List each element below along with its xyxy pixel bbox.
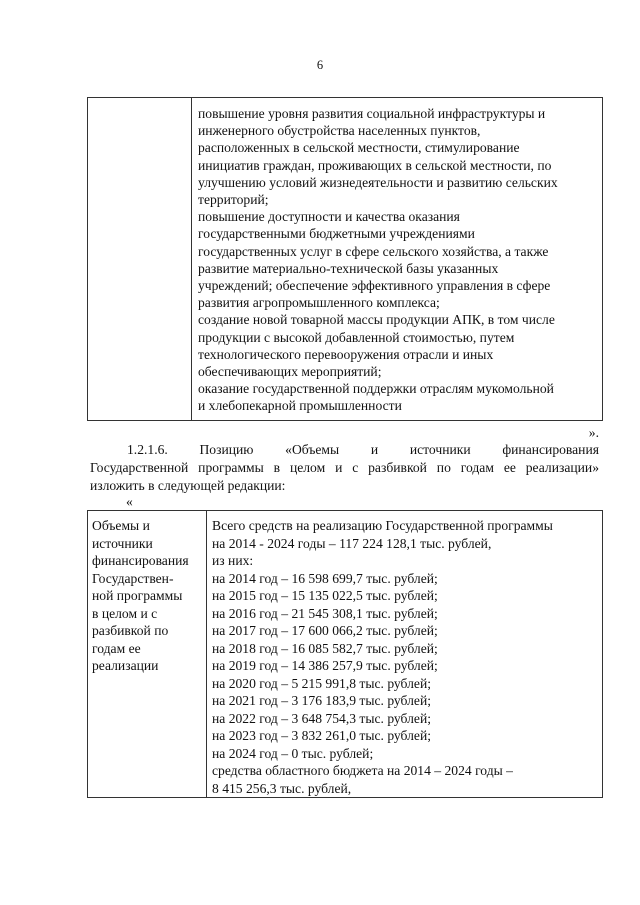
label-line: реализации [92, 658, 159, 673]
label-line: Объемы и [92, 518, 150, 533]
goals-line: улучшению условий жизнедеятельности и развитию сельских [198, 174, 558, 190]
opening-quote: « [126, 494, 133, 509]
goals-line: создание новой товарной массы продукции АПК, в том числе [198, 312, 555, 328]
funding-line: на 2017 год – 17 600 066,2 тыс. рублей; [212, 623, 438, 638]
goals-line: государственными бюджетными учреждениями [198, 226, 475, 242]
goals-line: развития агропромышленного комплекса; [198, 295, 440, 311]
funding-line: на 2024 год – 0 тыс. рублей; [212, 745, 374, 761]
amendment-paragraph [90, 441, 599, 494]
funding-line: из них: [212, 553, 254, 568]
goals-line: технологического перевооружения отрасли и иных [198, 346, 494, 362]
funding-line: на 2021 год – 3 176 183,9 тыс. рублей; [212, 693, 431, 708]
goals-line: инициатив граждан, проживающих в сельской местности, по [198, 157, 552, 173]
funding-table [87, 510, 603, 798]
funding-line: 8 415 256,3 тыс. рублей, [212, 780, 352, 796]
funding-line: средства областного бюджета на 2014 – 2024 годы – [212, 763, 513, 778]
goals-line: учреждений; обеспечение эффективного управления в сфере [198, 278, 551, 294]
funding-line: на 2014 год – 16 598 699,7 тыс. рублей; [212, 570, 438, 586]
goals-line: территорий; [198, 192, 269, 208]
funding-line: на 2014 - 2024 годы – 117 224 128,1 тыс. рублей, [212, 535, 492, 551]
funding-line: Всего средств на реализацию Государственной программы [212, 518, 553, 533]
label-line: источники [92, 535, 153, 551]
goals-line: развитие материально-технической базы указанных [198, 260, 499, 276]
label-line: ной программы [92, 588, 183, 603]
goals-table-text-cell [192, 98, 603, 421]
funding-line: на 2020 год – 5 215 991,8 тыс. рублей; [212, 675, 431, 691]
label-line: в целом и с [92, 605, 158, 621]
goals-line: и хлебопекарной промышленности [198, 398, 402, 414]
page-number: 6 [316, 58, 324, 72]
paragraph-line: изложить в следующей редакции: [90, 477, 286, 493]
closing-quote: ». [588, 425, 599, 440]
goals-line: обеспечивающих мероприятий; [198, 364, 382, 380]
label-line: финансирования [92, 553, 189, 568]
label-line: Государствен- [92, 570, 174, 586]
paragraph-line: 1.2.1.6. Позицию «Объемы и источники финансирования [127, 442, 599, 457]
goals-table-left-cell [88, 98, 192, 421]
goals-line: продукции с высокой добавленной стоимостью, путем [198, 329, 515, 345]
label-line: годам ее [92, 640, 141, 656]
funding-line: на 2023 год – 3 832 261,0 тыс. рублей; [212, 728, 431, 743]
funding-line: на 2019 год – 14 386 257,9 тыс. рублей; [212, 658, 438, 673]
goals-line: повышение доступности и качества оказания [198, 209, 460, 225]
label-line: разбивкой по [92, 623, 169, 638]
funding-table-value-cell [207, 511, 603, 798]
goals-line: повышение уровня развития социальной инфраструктуры и [198, 106, 546, 121]
goals-table [87, 97, 603, 421]
paragraph-line: Государственной программы в целом и с разбивкой по годам ее реализации» [90, 459, 599, 475]
goals-line: государственных услуг в сфере сельского хозяйства, а также [198, 243, 549, 259]
goals-line: расположенных в сельской местности, стимулирование [198, 140, 520, 156]
funding-line: на 2022 год – 3 648 754,3 тыс. рублей; [212, 710, 431, 726]
goals-line: инженерного обустройства населенных пунктов, [198, 123, 481, 139]
funding-table-label-cell [88, 511, 207, 798]
funding-line: на 2016 год – 21 545 308,1 тыс. рублей; [212, 605, 438, 621]
funding-line: на 2015 год – 15 135 022,5 тыс. рублей; [212, 588, 438, 603]
funding-line: на 2018 год – 16 085 582,7 тыс. рублей; [212, 640, 438, 656]
goals-line: оказание государственной поддержки отраслям мукомольной [198, 381, 554, 397]
